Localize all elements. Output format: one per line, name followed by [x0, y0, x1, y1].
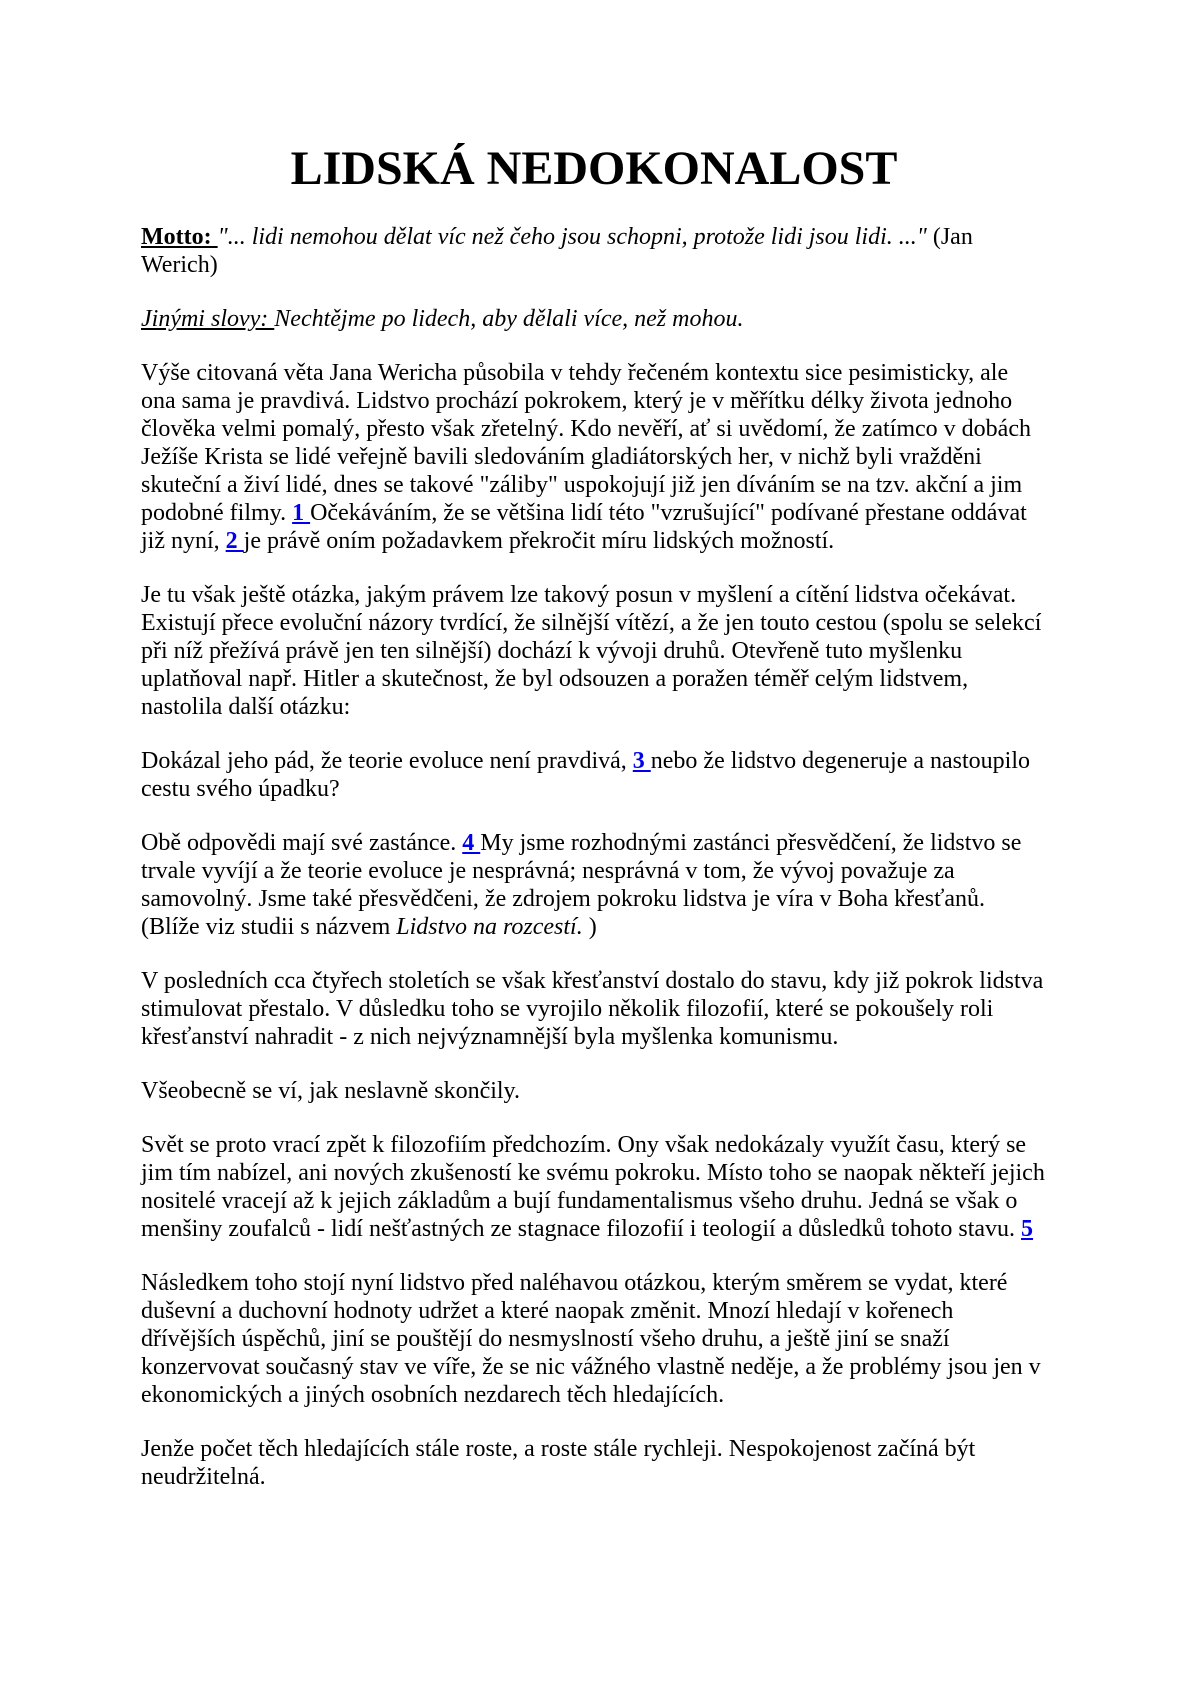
text-run: Následkem toho stojí nyní lidstvo před naléhavou otázkou, kterým směrem se vydat, které duševní a duchovní hodnoty udržet a které naopak změnit. Mnozí hledají v kořenech dřívějších úspěchů, jiní se pouštějí do nesmyslností všeho druhu, a ještě jiní se snaží konzervovat současný stav ve víře, že se nic vážného vlastně neděje, a že problémy jsou jen v ekonomických a jiných osobních nezdarech těch hledajících.: [141, 1270, 1041, 1408]
text-run: je právě oním požadavkem překročit míru lidských možností.: [243, 528, 835, 554]
text-run: Jenže počet těch hledajících stále roste, a roste stále rychleji. Nespokojenost začíná být neudržitelná.: [141, 1436, 976, 1490]
paragraph: [141, 1435, 1047, 1491]
text-run: Dokázal jeho pád, že teorie evoluce není pravdivá,: [141, 748, 633, 774]
footnote-link-1[interactable]: 1: [292, 500, 311, 526]
paragraph: [141, 305, 1047, 333]
text-run: Obě odpovědi mají své zastánce.: [141, 830, 463, 856]
text-run: Svět se proto vrací zpět k filozofiím předchozím. Ony však nedokázaly využít času, který se jim tím nabízel, ani nových zkušeností ke svému pokroku. Místo toho se naopak někteří jejich nositelé vracejí až k jejich základům a bují fundamentalismus všeho druhu. Jedná se však o menšiny zoufalců - lidí nešťastných ze stagnace filozofií i teologií a důsledků tohoto stavu.: [141, 1132, 1045, 1242]
footnote-link-4[interactable]: 4: [462, 830, 481, 856]
paragraph: [141, 829, 1047, 941]
paraphrase-label: Jinými slovy:: [141, 306, 275, 332]
study-title: Lidstvo na rozcestí.: [396, 914, 583, 940]
paragraph: [141, 581, 1047, 721]
text-run: ): [582, 914, 597, 940]
document-body: [141, 223, 1047, 1491]
text-run: V posledních cca čtyřech stoletích se však křesťanství dostalo do stavu, kdy již pokrok lidstva stimulovat přestalo. V důsledku toho se vyrojilo několik filozofií, které se pokoušely roli křesťanství nahradit - z nich nejvýznamnější byla myšlenka komunismu.: [141, 968, 1044, 1050]
text-run: My jsme rozhodnými zastánci přesvědčení, že lidstvo se trvale vyvíjí a že teorie evoluce je nesprávná; nesprávná v tom, že vývoj považuje za samovolný. Jsme také přesvědčeni, že zdrojem pokroku lidstva je víra v Boha křesťanů. (Blíže viz studii s názvem: [141, 830, 1022, 940]
paragraph: [141, 747, 1047, 803]
footnote-link-5[interactable]: 5: [1021, 1216, 1034, 1242]
text-run: Očekáváním, že se většina lidí této "vzrušující" podívané přestane oddávat již nyní,: [141, 500, 1027, 554]
motto-quote: "... lidi nemohou dělat víc než čeho jsou schopni, protože lidi jsou lidi. ...": [217, 224, 927, 250]
document-title: LIDSKÁ NEDOKONALOST: [290, 142, 898, 195]
paragraph: [141, 1131, 1047, 1243]
paragraph: [141, 967, 1047, 1051]
footnote-link-3[interactable]: 3: [632, 748, 651, 774]
motto-attribution: (Jan Werich): [141, 224, 973, 278]
motto-label: Motto:: [141, 224, 218, 250]
paragraph: [141, 1077, 1047, 1105]
paragraph: [141, 359, 1047, 555]
text-run: Výše citovaná věta Jana Wericha působila v tehdy řečeném kontextu sice pesimisticky, ale ona sama je pravdivá. Lidstvo prochází pokrokem, který je v měřítku délky života jednoho člověka velmi pomalý, přesto však zřetelný. Kdo nevěří, ať si uvědomí, že zatímco v dobách Ježíše Krista se lidé veřejně bavili sledováním gladiátorských her, v nichž byli vražděni skuteční a živí lidé, dnes se takové "záliby" uspokojují již jen díváním se na tzv. akční a jim podobné filmy.: [141, 360, 1031, 526]
paragraph: [141, 1269, 1047, 1409]
paraphrase-text: Nechtějme po lidech, aby dělali více, než mohou.: [274, 306, 744, 332]
text-run: Všeobecně se ví, jak neslavně skončily.: [141, 1078, 520, 1104]
paragraph: [141, 223, 1047, 279]
text-run: Je tu však ještě otázka, jakým právem lze takový posun v myšlení a cítění lidstva očekávat. Existují přece evoluční názory tvrdící, že silnější vítězí, a že jen touto cestou (spolu se selekcí při níž přežívá právě jen ten silnější) dochází k vývoji druhů. Otevřeně tuto myšlenku uplatňoval např. Hitler a skutečnost, že byl odsouzen a poražen téměř celým lidstvem, nastolila další otázku:: [141, 582, 1042, 720]
footnote-link-2[interactable]: 2: [225, 528, 244, 554]
text-run: nebo že lidstvo degeneruje a nastoupilo cestu svého úpadku?: [141, 748, 1030, 802]
